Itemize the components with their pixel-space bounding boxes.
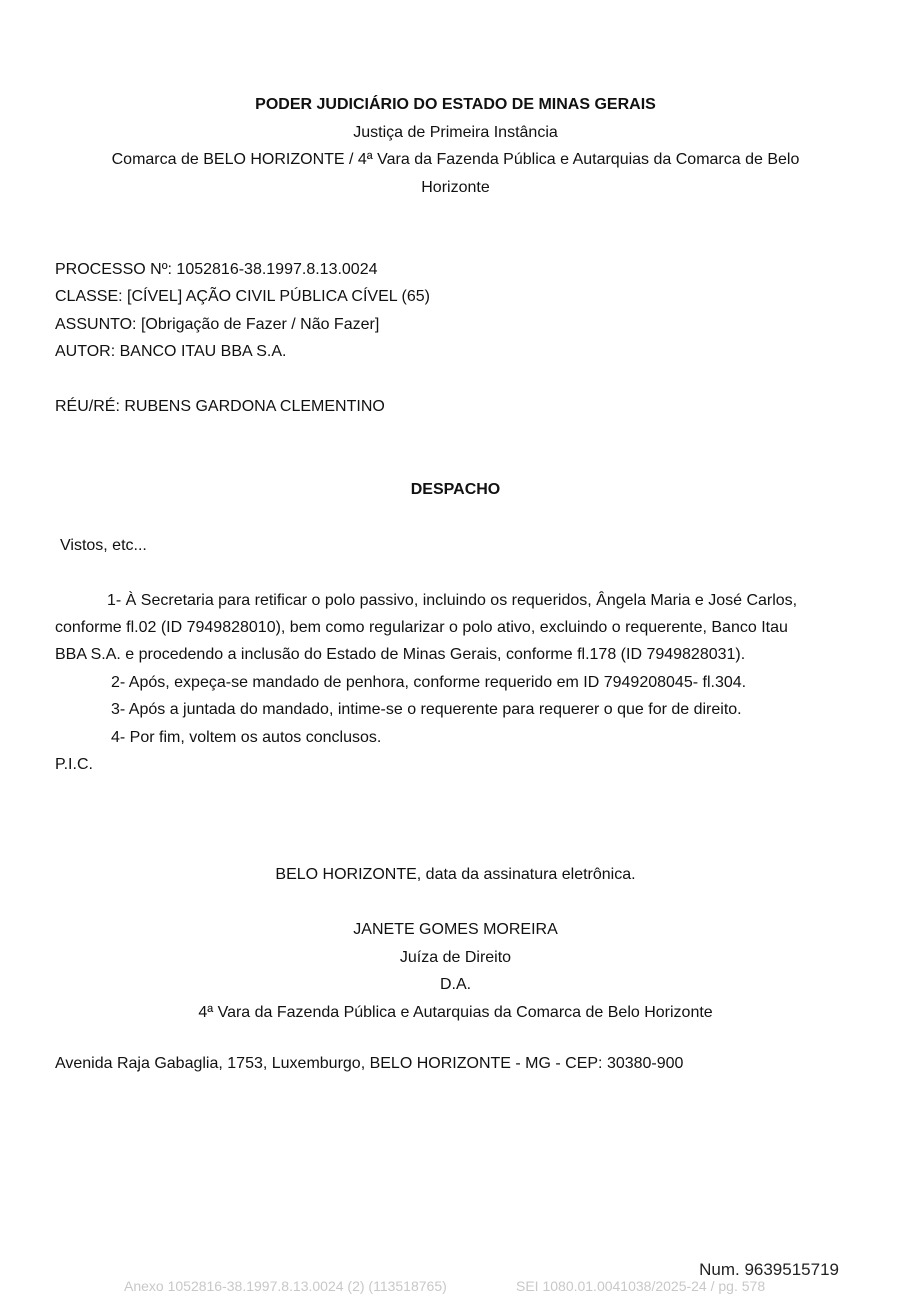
place-date: BELO HORIZONTE, data da assinatura eletrônica. [275, 866, 636, 883]
comarca-line-2: Horizonte [421, 179, 490, 196]
da-line: D.A. [439, 976, 472, 993]
document-number: Num. 9639515719 [699, 1260, 839, 1279]
despacho-title: DESPACHO [410, 481, 501, 498]
judge-role: Juíza de Direito [399, 949, 512, 966]
instance-line: Justiça de Primeira Instância [353, 124, 558, 141]
autor-line: AUTOR: BANCO ITAU BBA S.A. [55, 343, 287, 360]
item-3: 3- Após a juntada do mandado, intime-se o requerente para requerer o que for de direito. [111, 701, 742, 718]
item-4: 4- Por fim, voltem os autos conclusos. [111, 729, 382, 746]
court-address: Avenida Raja Gabaglia, 1753, Luxemburgo, BELO HORIZONTE - MG - CEP: 30380-900 [55, 1055, 684, 1072]
processo-number: PROCESSO Nº: 1052816-38.1997.8.13.0024 [55, 261, 378, 278]
item-1-line-2: conforme fl.02 (ID 7949828010), bem como regularizar o polo ativo, excluindo o requerente, Banco Itau [55, 619, 788, 636]
assunto-line: ASSUNTO: [Obrigação de Fazer / Não Fazer] [55, 316, 380, 333]
item-1-line-1: 1- À Secretaria para retificar o polo passivo, incluindo os requeridos, Ângela Maria e José Carlos, [107, 592, 798, 609]
annex-reference: Anexo 1052816-38.1997.8.13.0024 (2) (113518765) [124, 1278, 447, 1294]
judge-name: JANETE GOMES MOREIRA [353, 921, 558, 938]
item-1-line-3: BBA S.A. e procedendo a inclusão do Estado de Minas Gerais, conforme fl.178 (ID 7949828031). [55, 646, 746, 663]
vara-line: 4ª Vara da Fazenda Pública e Autarquias da Comarca de Belo Horizonte [198, 1004, 713, 1021]
reu-line: RÉU/RÉ: RUBENS GARDONA CLEMENTINO [55, 398, 385, 415]
closing-line: P.I.C. [55, 756, 93, 773]
sei-reference: SEI 1080.01.0041038/2025-24 / pg. 578 [516, 1278, 766, 1294]
item-2: 2- Após, expeça-se mandado de penhora, conforme requerido em ID 7949208045- fl.304. [111, 674, 747, 691]
court-heading: PODER JUDICIÁRIO DO ESTADO DE MINAS GERAIS [255, 96, 656, 113]
opening-line: Vistos, etc... [60, 537, 147, 554]
comarca-line-1: Comarca de BELO HORIZONTE / 4ª Vara da Fazenda Pública e Autarquias da Comarca de Belo [111, 151, 800, 168]
classe-line: CLASSE: [CÍVEL] AÇÃO CIVIL PÚBLICA CÍVEL (65) [55, 288, 430, 305]
